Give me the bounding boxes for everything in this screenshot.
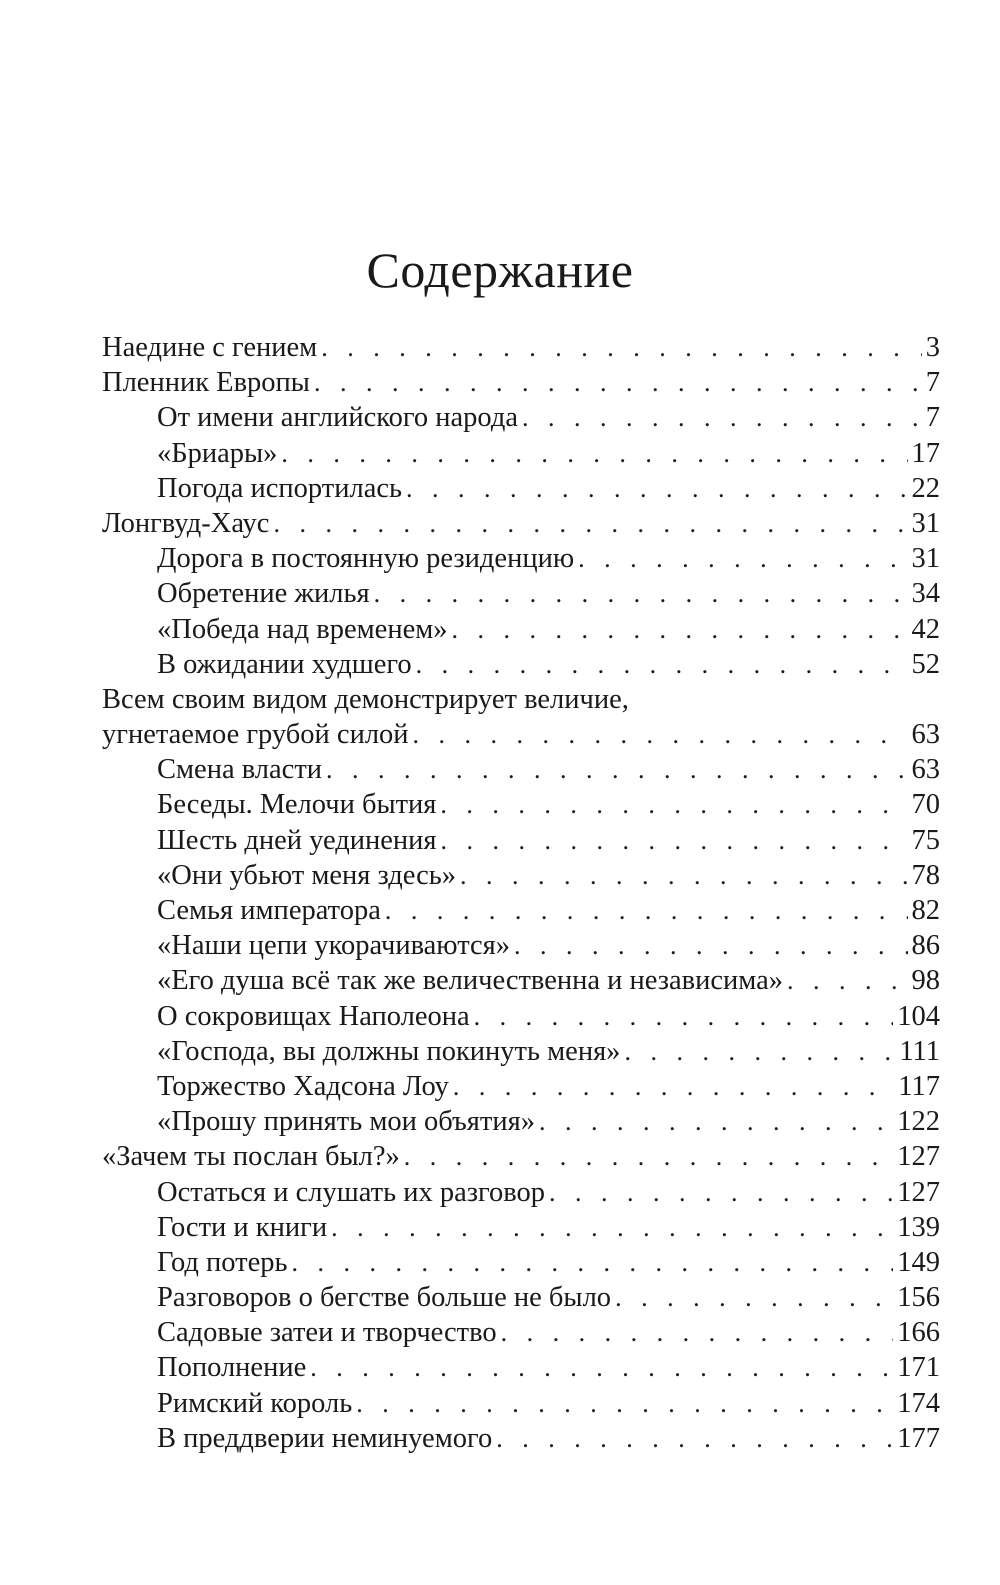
toc-entry <box>102 1175 940 1210</box>
toc-entry <box>102 787 940 822</box>
dot-leader <box>281 436 907 471</box>
toc-entry-title: Лонгвуд-Хаус <box>102 507 270 539</box>
toc-entry <box>102 1034 940 1069</box>
toc-page-number: 22 <box>911 472 940 504</box>
toc-entry <box>102 752 940 787</box>
dot-leader <box>615 1280 893 1315</box>
table-of-contents <box>102 330 940 1456</box>
toc-page-number: 122 <box>897 1106 940 1138</box>
toc-entry <box>102 823 940 858</box>
toc-entry <box>102 436 940 471</box>
toc-page-number: 166 <box>897 1317 940 1349</box>
toc-entry-title: «Бриары» <box>157 437 278 469</box>
toc-page-number: 82 <box>911 895 940 926</box>
dot-leader <box>326 752 907 787</box>
toc-page-number: 117 <box>898 1070 940 1102</box>
dot-leader <box>314 365 922 400</box>
toc-entry <box>102 400 940 435</box>
toc-page-number: 63 <box>911 754 940 786</box>
dot-leader <box>624 1034 895 1069</box>
dot-leader <box>385 893 908 928</box>
toc-entry <box>102 1280 940 1315</box>
dot-leader <box>441 823 908 858</box>
toc-entry-title: Разговоров о бегстве больше не было <box>157 1282 612 1314</box>
toc-entry-title: угнетаемое грубой силой <box>102 719 409 751</box>
toc-entry <box>102 893 940 928</box>
toc-page-number: 42 <box>911 613 940 645</box>
toc-entry <box>102 682 940 717</box>
toc-page-number: 7 <box>925 367 940 399</box>
dot-leader <box>549 1175 893 1210</box>
toc-entry <box>102 1421 940 1456</box>
toc-entry <box>102 576 940 611</box>
toc-page-number: 127 <box>897 1141 940 1173</box>
dot-leader <box>539 1104 893 1139</box>
toc-page-number: 63 <box>911 719 940 751</box>
toc-entry-title: Беседы. Мелочи бытия <box>157 789 437 821</box>
toc-entry <box>102 928 940 963</box>
toc-entry-title: «Победа над временем» <box>157 613 448 645</box>
dot-leader <box>522 400 922 435</box>
toc-page-number: 177 <box>897 1422 940 1454</box>
toc-entry <box>102 1104 940 1139</box>
dot-leader <box>496 1421 893 1456</box>
toc-page-number: 7 <box>925 402 940 434</box>
toc-entry-title: «Прошу принять мои объятия» <box>157 1106 535 1138</box>
toc-page-number: 149 <box>897 1246 940 1278</box>
toc-entry-title: Наедине с гением <box>102 332 318 363</box>
toc-entry <box>102 330 940 365</box>
toc-entry <box>102 999 940 1034</box>
dot-leader <box>292 1245 894 1280</box>
toc-page-number: 111 <box>899 1035 940 1067</box>
toc-entry-title: Погода испортилась <box>157 472 403 504</box>
toc-page-number: 174 <box>897 1387 940 1419</box>
dot-leader <box>374 576 908 611</box>
toc-entry-title: Остаться и слушать их разговор <box>157 1176 545 1208</box>
toc-entry <box>102 1210 940 1245</box>
dot-leader <box>460 858 908 893</box>
toc-entry <box>102 1315 940 1350</box>
toc-page-number: 52 <box>911 648 940 680</box>
toc-entry-title: Шесть дней уединения <box>157 824 437 856</box>
toc-entry-title: Обретение жилья <box>157 578 370 610</box>
toc-page-number: 78 <box>911 859 940 891</box>
dot-leader <box>273 506 907 541</box>
toc-entry-title: Семья императора <box>157 895 381 926</box>
toc-page-number: 98 <box>911 965 940 997</box>
toc-entry <box>102 1386 940 1421</box>
dot-leader <box>453 1069 894 1104</box>
toc-page-number: 34 <box>911 578 940 610</box>
dot-leader <box>321 330 922 365</box>
toc-entry <box>102 647 940 682</box>
dot-leader <box>578 541 907 576</box>
toc-entry <box>102 858 940 893</box>
toc-entry <box>102 541 940 576</box>
toc-entry-title: Всем своим видом демонстрирует величие, <box>102 683 629 715</box>
toc-entry-title: Торжество Хадсона Лоу <box>157 1070 449 1102</box>
toc-entry <box>102 717 940 752</box>
toc-entry-title: Римский король <box>157 1387 353 1419</box>
dot-leader <box>452 612 908 647</box>
toc-entry-title: Пленник Европы <box>102 367 310 399</box>
dot-leader <box>474 999 894 1034</box>
toc-entry <box>102 963 940 998</box>
toc-entry-title: Год потерь <box>157 1246 288 1278</box>
toc-page-number: 86 <box>911 930 940 962</box>
toc-entry-title: О сокровищах Наполеона <box>157 1000 470 1032</box>
toc-entry <box>102 471 940 506</box>
toc-entry <box>102 612 940 647</box>
toc-entry-title: Гости и книги <box>157 1211 328 1243</box>
dot-leader <box>514 928 907 963</box>
toc-entry <box>102 1350 940 1385</box>
toc-entry-title: В преддверии неминуемого <box>157 1422 493 1454</box>
toc-entry <box>102 365 940 400</box>
toc-entry-title: «Наши цепи укорачиваются» <box>157 930 511 962</box>
toc-entry-title: Садовые затеи и творчество <box>157 1317 497 1349</box>
toc-page-number: 17 <box>911 437 940 469</box>
toc-entry-title: Дорога в постоянную резиденцию <box>157 543 575 575</box>
page-title: Содержание <box>366 242 634 298</box>
dot-leader <box>331 1210 893 1245</box>
dot-leader <box>413 717 908 752</box>
toc-page-number: 31 <box>911 507 940 539</box>
toc-page-number: 70 <box>911 789 940 821</box>
toc-entry <box>102 1139 940 1174</box>
dot-leader <box>404 1139 893 1174</box>
toc-page-number: 75 <box>911 824 940 856</box>
toc-entry <box>102 506 940 541</box>
toc-entry-title: «Его душа всё так же величественна и независима» <box>157 965 784 997</box>
toc-entry <box>102 1069 940 1104</box>
toc-page-number: 127 <box>897 1176 940 1208</box>
toc-entry-title: «Они убьют меня здесь» <box>157 859 456 891</box>
dot-leader <box>356 1386 893 1421</box>
toc-page-number: 171 <box>897 1352 940 1384</box>
toc-entry-title: «Зачем ты послан был?» <box>102 1141 400 1173</box>
dot-leader <box>787 963 907 998</box>
toc-entry-title: В ожидании худшего <box>157 648 412 680</box>
toc-entry <box>102 1245 940 1280</box>
toc-page-number: 3 <box>925 332 940 363</box>
toc-page-number: 156 <box>897 1282 940 1314</box>
dot-leader <box>416 647 908 682</box>
dot-leader <box>501 1315 894 1350</box>
dot-leader <box>310 1350 893 1385</box>
toc-page-number: 31 <box>911 543 940 575</box>
dot-leader <box>406 471 907 506</box>
dot-leader <box>440 787 907 822</box>
toc-entry-title: Пополнение <box>157 1352 307 1384</box>
toc-entry-title: «Господа, вы должны покинуть меня» <box>157 1035 621 1067</box>
toc-page-number: 104 <box>897 1000 940 1032</box>
toc-entry-title: Смена власти <box>157 754 323 786</box>
toc-page-number: 139 <box>897 1211 940 1243</box>
toc-entry-title: От имени английского народа <box>157 402 518 434</box>
